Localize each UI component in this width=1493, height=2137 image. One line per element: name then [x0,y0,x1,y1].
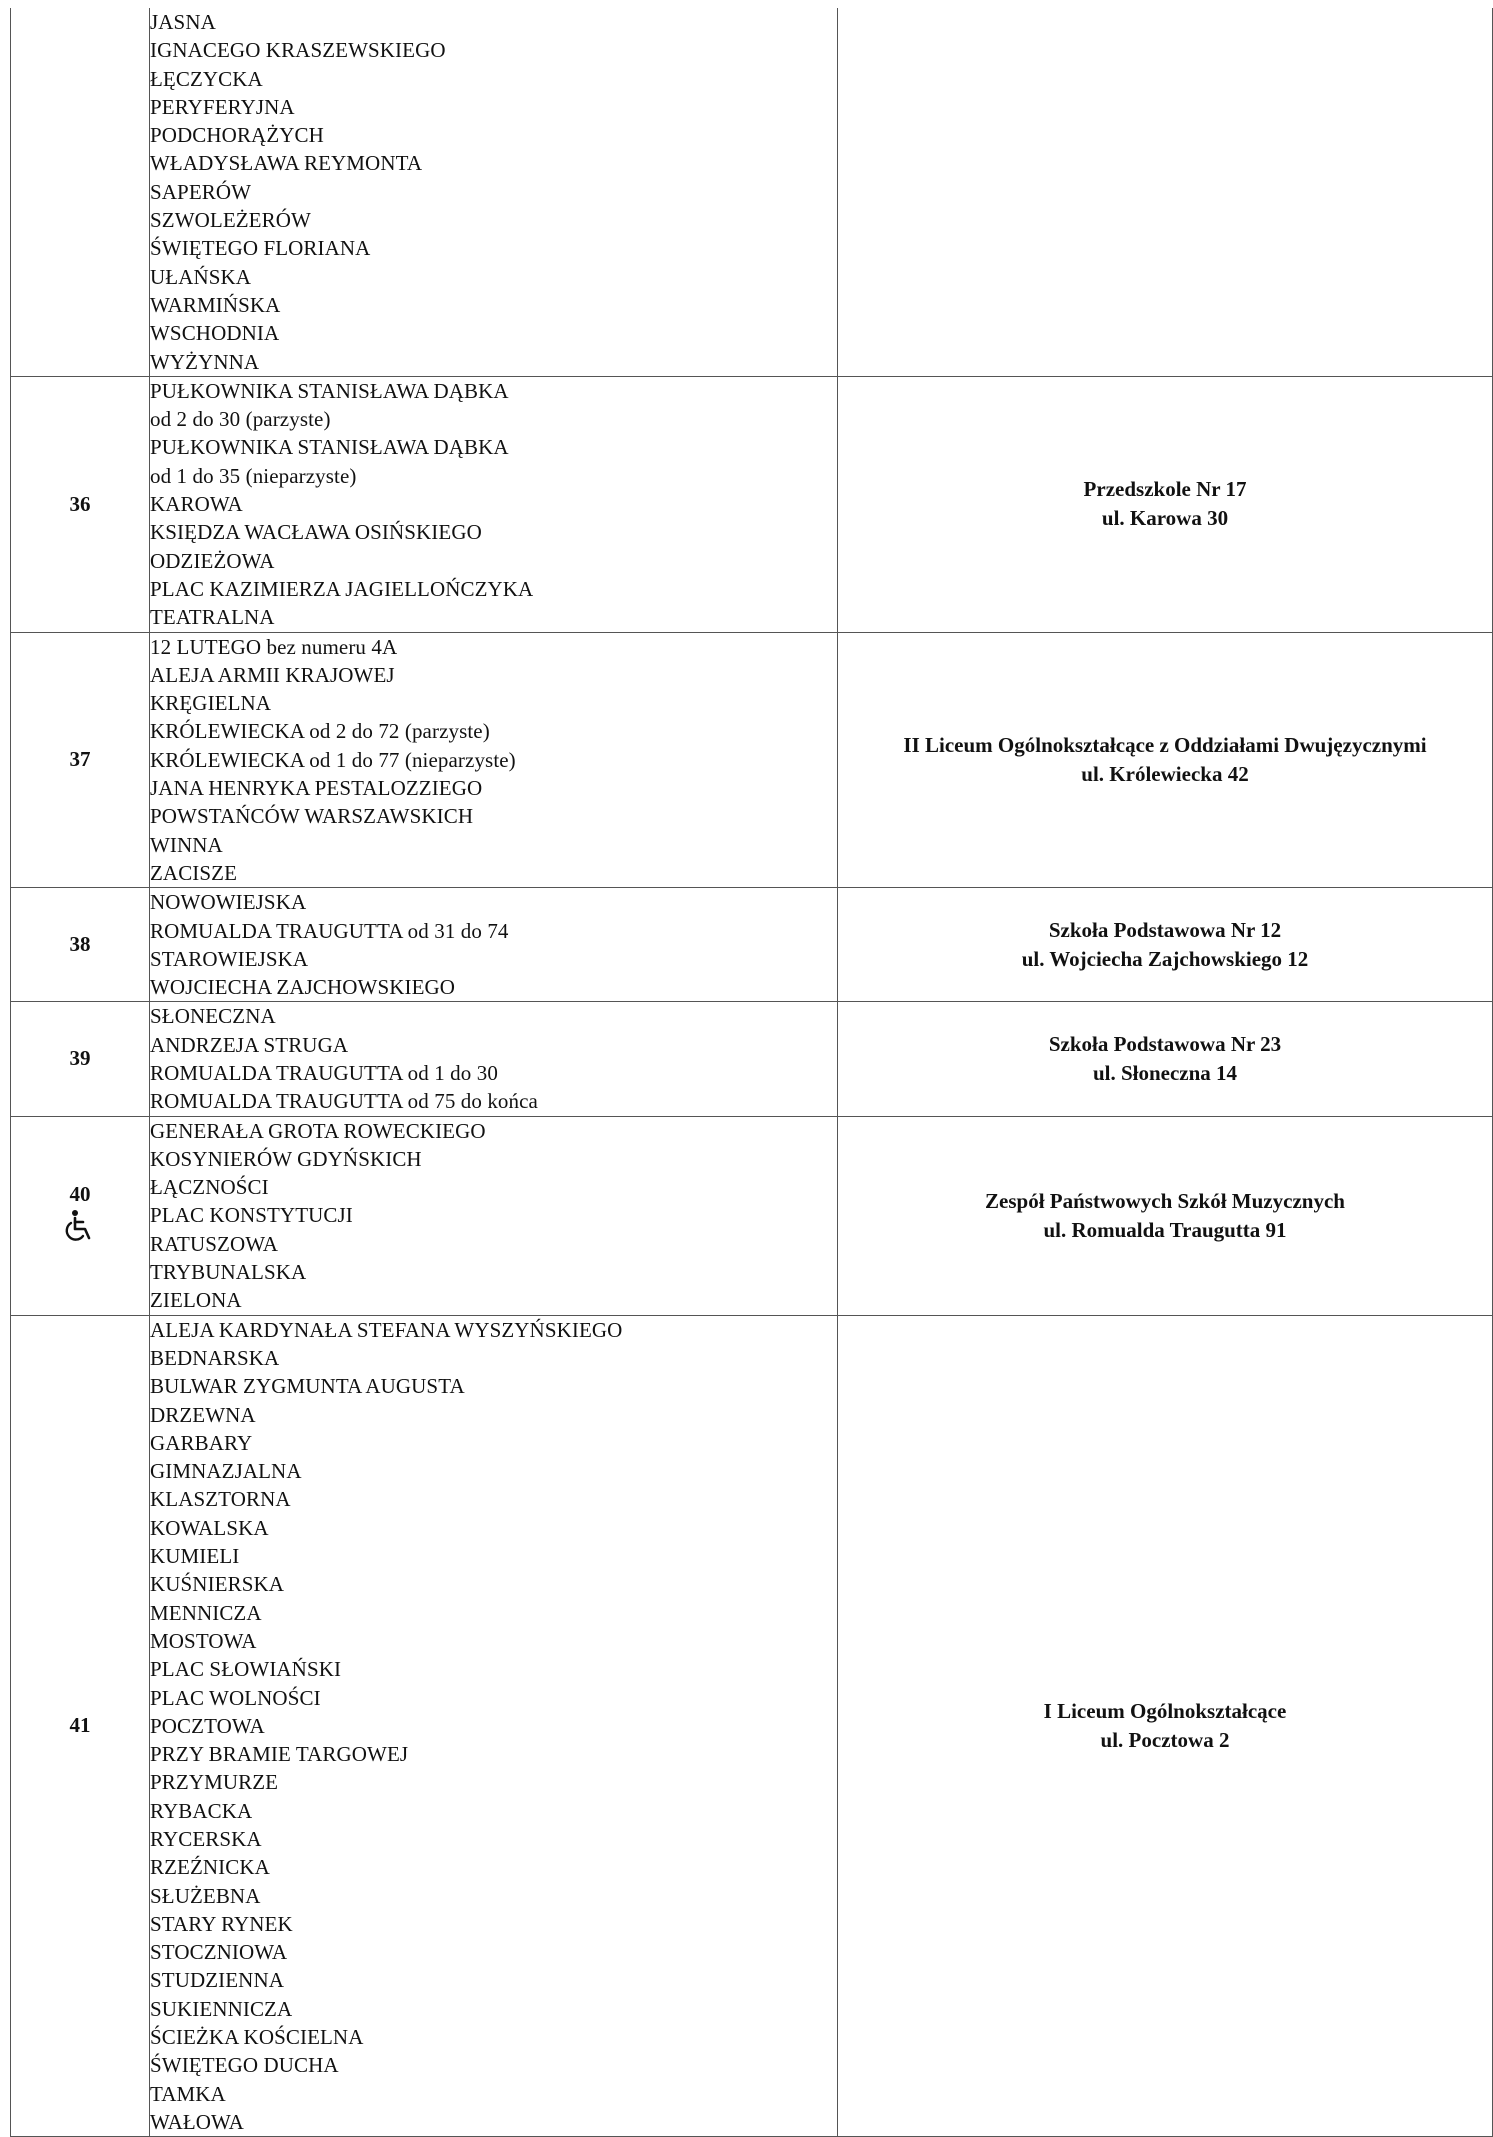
district-number-cell [11,376,150,632]
street-name: NOWOWIEJSKA [150,890,307,915]
polling-place-name: Zespół Państwowych Szkół Muzycznych [985,1188,1345,1213]
street-name: PRZY BRAMIE TARGOWEJ [150,1742,409,1767]
polling-place-address: ul. Karowa 30 [1101,506,1229,531]
street-name: ŁĄCZNOŚCI [150,1175,269,1200]
streets-cell [150,1116,838,1315]
streets-cell [150,1002,838,1116]
street-name: UŁAŃSKA [150,264,252,289]
street-name: TRYBUNALSKA [150,1260,307,1285]
street-name: WINNA [150,832,223,857]
street-name: KUMIELI [150,1544,240,1569]
street-name: ZACISZE [150,860,238,885]
polling-place-cell [838,376,1493,632]
street-name: PLAC WOLNOŚCI [150,1685,321,1710]
street-name: ANDRZEJA STRUGA [150,1032,349,1057]
street-name: RATUSZOWA [150,1231,279,1256]
street-name: SŁONECZNA [150,1004,276,1029]
street-name: ŚWIĘTEGO FLORIANA [150,236,371,261]
streets-cell [150,376,838,632]
street-name: ŁĘCZYCKA [150,66,263,91]
street-name: POCZTOWA [150,1713,265,1738]
street-name: KRÓLEWIECKA od 2 do 72 (parzyste) [150,719,490,744]
street-name: GENERAŁA GROTA ROWECKIEGO [150,1118,486,1143]
streets-cell [150,1315,838,2137]
street-name: od 1 do 35 (nieparzyste) [150,463,357,488]
street-name: WOJCIECHA ZAJCHOWSKIEGO [150,975,456,1000]
street-name: STOCZNIOWA [150,1940,288,1965]
street-name: KUŚNIERSKA [150,1572,285,1597]
street-name: ŚWIĘTEGO DUCHA [150,2053,339,2078]
streets-cell [150,632,838,888]
street-name: WARMIŃSKA [150,292,281,317]
district-number-cell [11,888,150,1002]
street-name: MENNICZA [150,1600,262,1625]
street-name: PERYFERYJNA [150,94,295,119]
street-name: KSIĘDZA WACŁAWA OSIŃSKIEGO [150,520,482,545]
street-name: KAROWA [150,492,243,517]
street-name: KRÓLEWIECKA od 1 do 77 (nieparzyste) [150,747,516,772]
district-row [11,8,1493,376]
district-number: 40 [69,1182,91,1207]
street-name: ALEJA KARDYNAŁA STEFANA WYSZYŃSKIEGO [150,1317,623,1342]
street-name: ROMUALDA TRAUGUTTA od 1 do 30 [150,1060,498,1085]
street-name: GIMNAZJALNA [150,1459,302,1484]
district-number-cell [11,1116,150,1315]
street-name: PLAC KAZIMIERZA JAGIELLOŃCZYKA [150,576,534,601]
street-name: WŁADYSŁAWA REYMONTA [150,151,423,176]
street-name: JASNA [150,10,216,34]
street-name: od 2 do 30 (parzyste) [150,407,331,432]
district-number: 37 [69,747,91,772]
district-number: 36 [69,491,91,516]
polling-place-cell [838,1315,1493,2137]
polling-place-address: ul. Wojciecha Zajchowskiego 12 [1021,946,1309,971]
street-name: STAROWIEJSKA [150,946,309,971]
district-number: 41 [69,1713,91,1738]
district-row [11,1002,1493,1116]
district-row [11,1116,1493,1315]
street-name: PLAC SŁOWIAŃSKI [150,1657,342,1682]
polling-place-cell [838,888,1493,1002]
street-name: PODCHORĄŻYCH [150,123,324,148]
street-name: RYCERSKA [150,1827,262,1851]
street-name: SŁUŻEBNA [150,1883,261,1908]
street-name: SZWOLEŻERÓW [150,208,311,233]
district-row [11,1315,1493,2137]
district-row [11,888,1493,1002]
district-row [11,376,1493,632]
street-name: STUDZIENNA [150,1968,284,1993]
street-name: BEDNARSKA [150,1345,280,1370]
street-name: JANA HENRYKA PESTALOZZIEGO [150,776,483,801]
street-name: PLAC KONSTYTUCJI [150,1203,353,1228]
district-table [10,8,1493,2137]
street-name: TEATRALNA [150,605,275,630]
polling-place-address: ul. Królewiecka 42 [1081,761,1249,786]
polling-place-address: ul. Romualda Traugutta 91 [1043,1217,1287,1242]
street-name: PUŁKOWNIKA STANISŁAWA DĄBKA [150,378,509,403]
street-name: ROMUALDA TRAUGUTTA od 75 do końca [150,1089,538,1114]
street-name: KOWALSKA [150,1515,269,1540]
streets-cell [150,8,838,376]
street-name: DRZEWNA [150,1402,256,1427]
district-number-cell [11,8,150,376]
street-name: SUKIENNICZA [150,1996,293,2021]
street-name: WAŁOWA [150,2109,244,2134]
street-name: TAMKA [150,2081,226,2106]
polling-place-name: I Liceum Ogólnokształcące [1043,1698,1287,1723]
polling-place-address: ul. Pocztowa 2 [1100,1727,1230,1752]
street-name: ALEJA ARMII KRAJOWEJ [150,662,395,687]
streets-cell [150,888,838,1002]
street-name: 12 LUTEGO bez numeru 4A [150,634,398,659]
street-name: ROMUALDA TRAUGUTTA od 31 do 74 [150,918,509,943]
district-table-body [11,8,1493,2137]
street-name: PUŁKOWNIKA STANISŁAWA DĄBKA [150,435,509,460]
polling-place-cell [838,1116,1493,1315]
district-number-cell [11,1315,150,2137]
street-name: STARY RYNEK [150,1911,293,1936]
street-name: BULWAR ZYGMUNTA AUGUSTA [150,1374,465,1399]
street-name: RYBACKA [150,1798,253,1823]
polling-place-name: Przedszkole Nr 17 [1083,477,1247,502]
district-number-cell [11,632,150,888]
polling-place-name: Szkoła Podstawowa Nr 23 [1048,1031,1282,1056]
street-name: WYŻYNNA [150,349,260,374]
polling-place-cell [838,1002,1493,1116]
polling-place-name: II Liceum Ogólnokształcące z Oddziałami Dwujęzycznymi [903,732,1427,757]
polling-place-cell [838,8,1493,376]
street-name: ZIELONA [150,1288,242,1313]
street-name: IGNACEGO KRASZEWSKIEGO [150,38,446,63]
district-row [11,632,1493,888]
polling-place-cell [838,632,1493,888]
polling-place-address: ul. Słoneczna 14 [1092,1060,1238,1085]
district-number: 38 [69,932,91,957]
street-name: RZEŹNICKA [150,1855,270,1880]
district-number-cell [11,1002,150,1116]
street-name: GARBARY [150,1430,253,1455]
street-name: KLASZTORNA [150,1487,291,1512]
street-name: SAPERÓW [150,179,252,204]
street-name: KRĘGIELNA [150,691,272,716]
street-name: ODZIEŻOWA [150,548,275,573]
street-name: ŚCIEŻKA KOŚCIELNA [150,2025,364,2050]
district-number: 39 [69,1046,91,1071]
polling-place-name: Szkoła Podstawowa Nr 12 [1048,917,1282,942]
street-name: MOSTOWA [150,1628,257,1653]
street-name: PRZYMURZE [150,1770,279,1795]
street-name: POWSTAŃCÓW WARSZAWSKICH [150,804,474,829]
street-name: WSCHODNIA [150,321,280,346]
wheelchair-icon [65,1209,95,1243]
street-name: KOSYNIERÓW GDYŃSKICH [150,1146,422,1171]
